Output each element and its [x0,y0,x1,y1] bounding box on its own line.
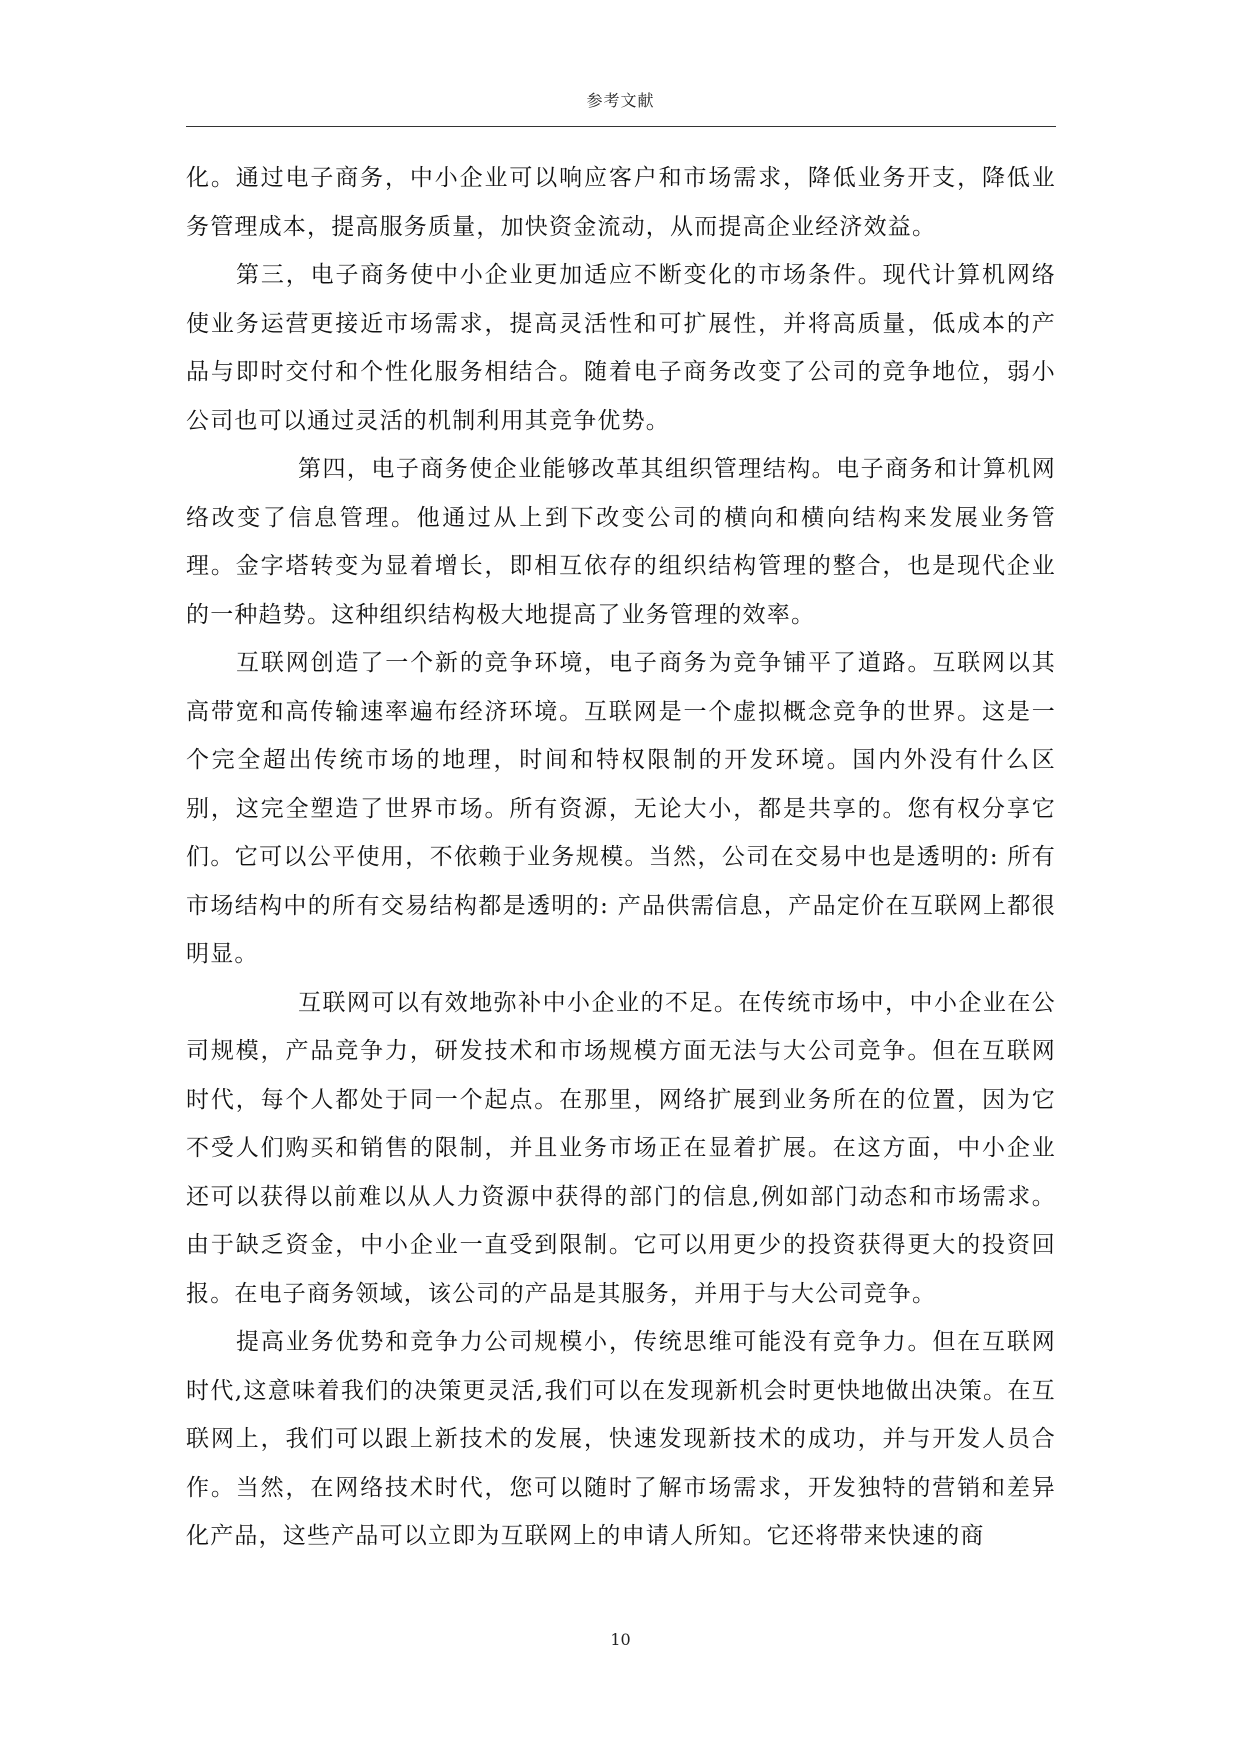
paragraph-competitiveness: 提高业务优势和竞争力公司规模小，传统思维可能没有竞争力。但在互联网时代,这意味着我们的决策更灵活,我们可以在发现新机会时更快地做出决策。在互联网上，我们可以跟上新技术的发展，快速发现新技术的成功，并与开发人员合作。当然，在网络技术时代，您可以随时了解市场需求，开发独特的营销和差异化产品，这些产品可以立即为互联网上的申请人所知。它还将带来快速的商 [186,1329,1056,1549]
paragraph-third-point: 第三，电子商务使中小企业更加适应不断变化的市场条件。现代计算机网络使业务运营更接近市场需求，提高灵活性和可扩展性，并将高质量，低成本的产品与即时交付和个性化服务相结合。随着电子商务改变了公司的竞争地位，弱小公司也可以通过灵活的机制利用其竞争优势。 [186,262,1056,434]
paragraph-continued: 化。通过电子商务，中小企业可以响应客户和市场需求，降低业务开支，降低业务管理成本，提高服务质量，加快资金流动，从而提高企业经济效益。 [186,165,1056,240]
document-body [186,154,1056,1561]
page-number: 10 [610,1630,631,1649]
header-divider [186,126,1056,127]
paragraph-fourth-point: 第四，电子商务使企业能够改革其组织管理结构。电子商务和计算机网络改变了信息管理。他通过从上到下改变公司的横向和横向结构来发展业务管理。金字塔转变为显着增长，即相互依存的组织结构管理的整合，也是现代企业的一种趋势。这种组织结构极大地提高了业务管理的效率。 [186,456,1056,628]
paragraph-sme-advantages: 互联网可以有效地弥补中小企业的不足。在传统市场中，中小企业在公司规模，产品竞争力，研发技术和市场规模方面无法与大公司竞争。但在互联网时代，每个人都处于同一个起点。在那里，网络扩展到业务所在的位置，因为它不受人们购买和销售的限制，并且业务市场正在显着扩展。在这方面，中小企业还可以获得以前难以从人力资源中获得的部门的信息,例如部门动态和市场需求。由于缺乏资金，中小企业一直受到限制。它可以用更少的投资获得更大的投资回报。在电子商务领域，该公司的产品是其服务，并用于与大公司竞争。 [186,989,1056,1307]
paragraph-internet-competition: 互联网创造了一个新的竞争环境，电子商务为竞争铺平了道路。互联网以其高带宽和高传输速率遍布经济环境。互联网是一个虚拟概念竞争的世界。这是一个完全超出传统市场的地理，时间和特权限制的开发环境。国内外没有什么区别，这完全塑造了世界市场。所有资源，无论大小，都是共享的。您有权分享它们。它可以公平使用，不依赖于业务规模。当然，公司在交易中也是透明的: 所有市场结构中的所有交易结构都是透明的: 产品供需信息，产品定价在互联网上都很明显。 [186,650,1056,967]
page-header-title: 参考文献 [586,91,655,110]
